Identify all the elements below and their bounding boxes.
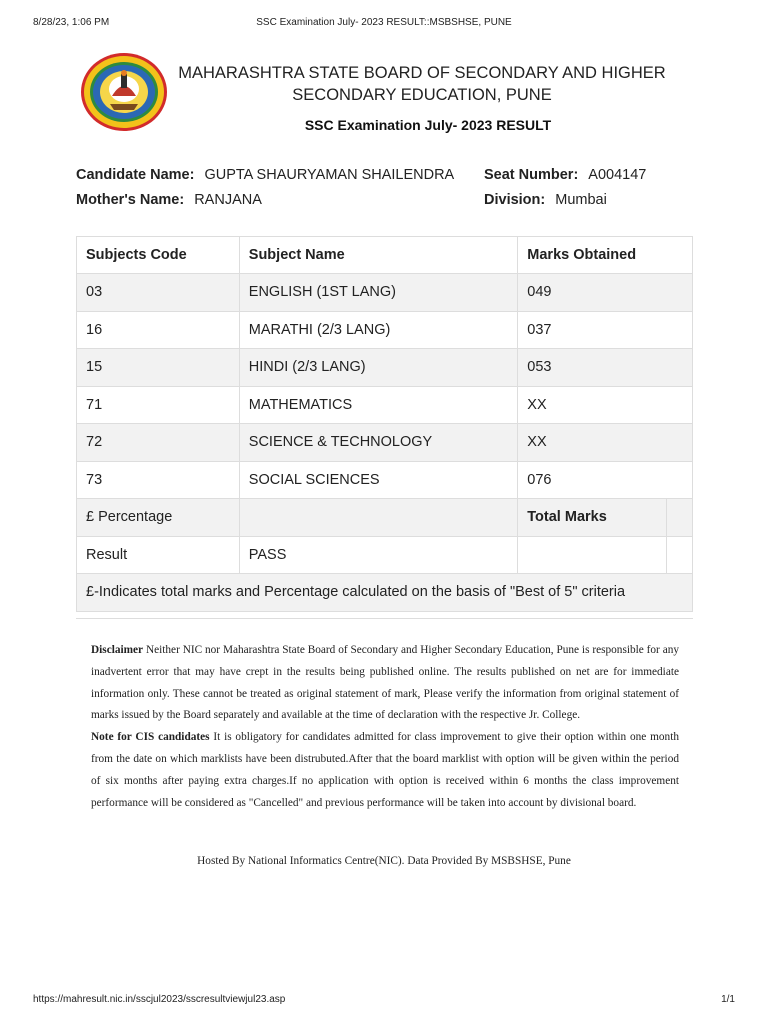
- board-name-line2: SECONDARY EDUCATION, PUNE: [292, 86, 552, 104]
- subject-code-cell: 03: [77, 274, 240, 312]
- subject-name-cell: MATHEMATICS: [239, 386, 518, 424]
- result-row: [77, 536, 693, 574]
- mother-name-label: Mother's Name:: [76, 192, 185, 208]
- division-label: Division:: [484, 192, 546, 208]
- table-row: [77, 461, 693, 499]
- table-header-row: [77, 237, 693, 274]
- table-row: [77, 311, 693, 349]
- seat-number-value: A004147: [588, 167, 647, 183]
- candidate-name-label: Candidate Name:: [76, 167, 195, 183]
- board-name: [175, 62, 669, 106]
- table-row: [77, 424, 693, 462]
- mother-name-value: RANJANA: [194, 192, 262, 208]
- subject-code-cell: 71: [77, 386, 240, 424]
- percentage-value: [239, 499, 518, 537]
- percentage-row: [77, 499, 693, 537]
- marks-table: [76, 236, 693, 612]
- subject-code-cell: 72: [77, 424, 240, 462]
- board-name-line1: MAHARASHTRA STATE BOARD OF SECONDARY AND HIGHER: [178, 64, 666, 82]
- subject-name-cell: ENGLISH (1ST LANG): [239, 274, 518, 312]
- criteria-note: £-Indicates total marks and Percentage calculated on the basis of "Best of 5" criteria: [77, 574, 693, 612]
- msbshse-seal-logo-icon: [78, 52, 170, 132]
- subject-code-cell: 15: [77, 349, 240, 387]
- marks-cell: XX: [518, 424, 693, 462]
- mother-name-row: [76, 192, 262, 208]
- disclaimer-paragraph: [91, 640, 679, 727]
- print-datetime: 8/28/23, 1:06 PM: [33, 17, 110, 28]
- marks-cell: 049: [518, 274, 693, 312]
- subject-name-cell: MARATHI (2/3 LANG): [239, 311, 518, 349]
- hosted-by: Hosted By National Informatics Centre(NIC). Data Provided By MSBSHSE, Pune: [197, 855, 571, 867]
- marks-cell: 053: [518, 349, 693, 387]
- page-url: https://mahresult.nic.in/sscjul2023/sscresultviewjul23.asp: [33, 994, 286, 1005]
- marks-cell: XX: [518, 386, 693, 424]
- division-row: [484, 192, 607, 208]
- table-row: [77, 386, 693, 424]
- result-empty-cell: [518, 536, 667, 574]
- print-footer: [0, 994, 768, 1008]
- percentage-label: £ Percentage: [77, 499, 240, 537]
- page-count: 1/1: [721, 994, 735, 1005]
- subject-name-cell: HINDI (2/3 LANG): [239, 349, 518, 387]
- subject-code-cell: 16: [77, 311, 240, 349]
- candidate-name-value: GUPTA SHAURYAMAN SHAILENDRA: [204, 167, 455, 183]
- total-marks-label: Total Marks: [518, 499, 667, 537]
- total-marks-value: [667, 499, 693, 537]
- result-value: PASS: [239, 536, 518, 574]
- marks-cell: 037: [518, 311, 693, 349]
- header-subjects-code: Subjects Code: [77, 237, 240, 274]
- result-empty-cell-2: [667, 536, 693, 574]
- criteria-note-row: [77, 574, 693, 612]
- subject-name-cell: SOCIAL SCIENCES: [239, 461, 518, 499]
- cis-note-text: It is obligatory for candidates admitted for class improvement to give their option within one month from the date on which marklists have been distrubuted.After that the board marklist with option will be given within the period of six months after paying extra charges.If no application with option is received within 6 months the class improvement performance will be considered as "Cancelled" and previous performance will be taken into account by divisional board.: [91, 731, 679, 809]
- table-row: [77, 274, 693, 312]
- header-marks-obtained: Marks Obtained: [518, 237, 693, 274]
- marks-cell: 076: [518, 461, 693, 499]
- disclaimer-block: [91, 640, 679, 814]
- print-page-title: SSC Examination July- 2023 RESULT::MSBSHSE, PUNE: [256, 17, 512, 28]
- seat-number-row: [484, 167, 646, 183]
- exam-title: SSC Examination July- 2023 RESULT: [304, 117, 552, 133]
- disclaimer-title: Disclaimer: [91, 644, 144, 656]
- subject-code-cell: 73: [77, 461, 240, 499]
- candidate-name-row: [76, 167, 454, 183]
- result-label: Result: [77, 536, 240, 574]
- seat-number-label: Seat Number:: [484, 167, 579, 183]
- division-value: Mumbai: [555, 192, 607, 208]
- header-subject-name: Subject Name: [239, 237, 518, 274]
- cis-note-title: Note for CIS candidates: [91, 731, 210, 744]
- subject-name-cell: SCIENCE & TECHNOLOGY: [239, 424, 518, 462]
- print-header: [0, 17, 768, 31]
- cis-note-paragraph: [91, 727, 679, 814]
- disclaimer-text: Neither NIC nor Maharashtra State Board of Secondary and Higher Secondary Education, Pune is responsible for any inadvertent error that may have crept in the results being published online. The results published on net are for immediate information only. These cannot be treated as original statement of mark, Please verify the information from original statement of marks issued by the Board separately and available at the time of declaration with the respective Jr. College.: [91, 644, 680, 722]
- table-row: [77, 349, 693, 387]
- divider: [76, 618, 693, 619]
